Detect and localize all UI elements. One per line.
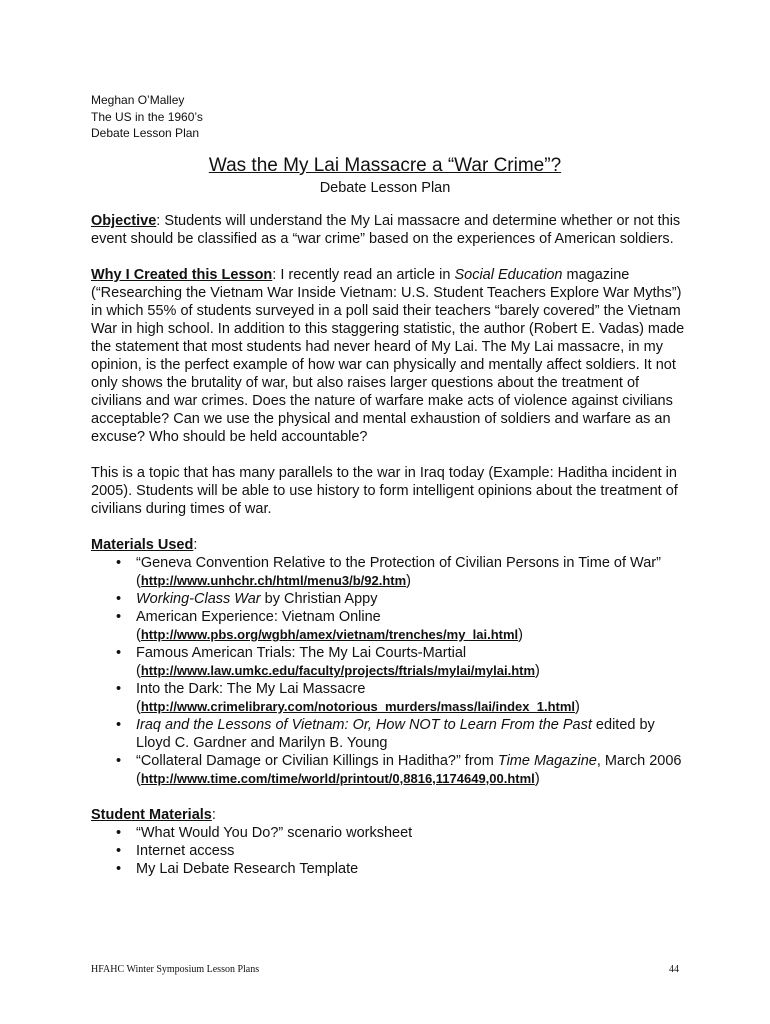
material-link[interactable]: http://www.law.umkc.edu/faculty/projects/ftrials/mylai/mylai.htm xyxy=(140,663,536,678)
why-text-pre: : I recently read an article in xyxy=(272,267,455,283)
title-block xyxy=(0,154,770,198)
parallels-paragraph: This is a topic that has many parallels to the war in Iraq today (Example: Haditha incident in 2005). Students will be able to use history to form intelligent opinions about the treatment of civilians during times of war. xyxy=(91,465,678,517)
list-item: • Iraq and the Lessons of Vietnam: Or, How NOT to Learn From the Past edited by Lloyd C. Gardner and Marilyn B. Young xyxy=(91,716,691,752)
materials-list xyxy=(91,554,691,788)
author-name: Meghan O’Malley xyxy=(91,93,185,107)
course-name: The US in the 1960’s xyxy=(91,109,203,124)
document-header xyxy=(91,92,203,142)
page-number: 44 xyxy=(669,964,679,975)
list-item: • “Collateral Damage or Civilian Killings in Haditha?” from Time Magazine, March 2006 (http://www.time.com/time/world/printout/0,8816,1174649,00.html) xyxy=(91,752,691,788)
list-item: • Working-Class War by Christian Appy xyxy=(91,590,691,608)
objective-label: Objective xyxy=(91,213,157,229)
materials-label: Materials Used xyxy=(91,537,194,553)
material-link[interactable]: http://www.unhchr.ch/html/menu3/b/92.htm xyxy=(140,573,407,588)
page-footer xyxy=(91,964,679,975)
student-materials-list xyxy=(91,824,691,878)
page-title: Was the My Lai Massacre a “War Crime”? xyxy=(208,155,562,176)
student-materials-label: Student Materials xyxy=(91,807,212,823)
list-item: • Into the Dark: The My Lai Massacre (http://www.crimelibrary.com/notorious_murders/mass/lai/index_1.html) xyxy=(91,680,691,716)
list-item: • “What Would You Do?” scenario worksheet xyxy=(91,824,691,842)
list-item: • “Geneva Convention Relative to the Protection of Civilian Persons in Time of War” (http://www.unhchr.ch/html/menu3/b/92.htm) xyxy=(91,554,691,590)
document-type: Debate Lesson Plan xyxy=(91,126,200,140)
materials-heading: Materials Used: xyxy=(91,537,198,553)
material-link[interactable]: http://www.pbs.org/wgbh/amex/vietnam/trenches/my_lai.html xyxy=(140,627,519,642)
material-link[interactable]: http://www.time.com/time/world/printout/0,8816,1174649,00.html xyxy=(140,771,535,786)
student-materials-heading: Student Materials: xyxy=(91,807,216,823)
list-item: • American Experience: Vietnam Online (http://www.pbs.org/wgbh/amex/vietnam/trenches/my_lai.html) xyxy=(91,608,691,644)
document-body xyxy=(91,212,691,878)
objective-text: : Students will understand the My Lai massacre and determine whether or not this event should be classified as a “war crime” based on the experiences of American soldiers. xyxy=(91,213,681,247)
why-paragraph xyxy=(91,266,691,446)
material-link[interactable]: http://www.crimelibrary.com/notorious_murders/mass/lai/index_1.html xyxy=(140,699,576,714)
objective-paragraph xyxy=(91,212,691,248)
why-label: Why I Created this Lesson xyxy=(91,267,273,283)
why-text-italic: Social Education xyxy=(454,267,563,283)
why-text-post: magazine (“Researching the Vietnam War Inside Vietnam: U.S. Student Teachers Explore War Myths”) in which 55% of students surveyed in a poll said their teachers “barely covered” the Vietnam War in high school. In addition to this staggering statistic, the author (Robert E. Vadas) made the statement that most students had never heard of My Lai. The My Lai massacre, in my opinion, is the perfect example of how war can physically and mentally affect soldiers. It not only shows the brutality of war, but also raises larger questions about the treatment of civilians and war crimes. Does the nature of warfare make acts of violence against civilians acceptable? Can we use the physical and mental exhaustion of soldiers and warfare as an excuse? Who should be held accountable? xyxy=(91,267,685,445)
list-item: • My Lai Debate Research Template xyxy=(91,860,691,878)
page-subtitle: Debate Lesson Plan xyxy=(319,180,451,196)
footer-title: HFAHC Winter Symposium Lesson Plans xyxy=(91,964,260,975)
list-item: • Internet access xyxy=(91,842,691,860)
list-item: • Famous American Trials: The My Lai Courts-Martial (http://www.law.umkc.edu/faculty/projects/ftrials/mylai/mylai.htm) xyxy=(91,644,691,680)
